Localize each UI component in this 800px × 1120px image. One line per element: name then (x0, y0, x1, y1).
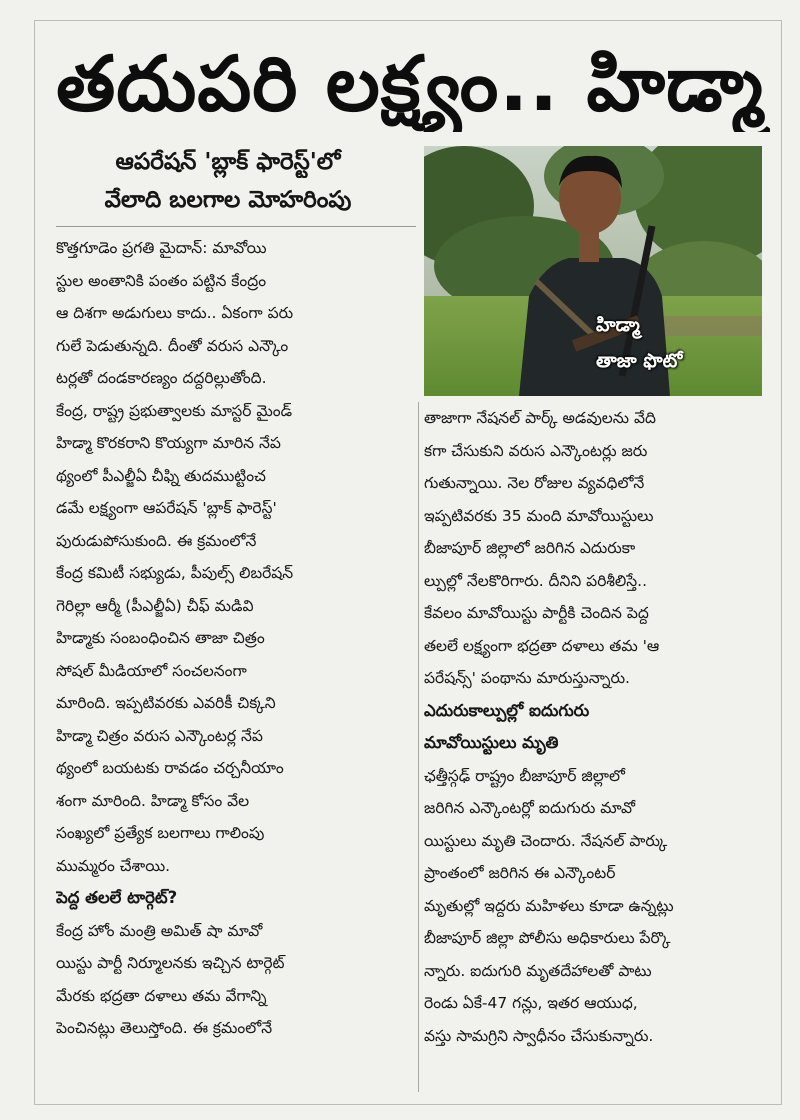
text-line: కేంద్ర, రాష్ట్ర ప్రభుత్వాలకు మాస్టర్ మైండ్ (56, 401, 293, 420)
right-subheading-line-2: మావోయిస్టులు మృతి (424, 733, 559, 752)
text-line: హిడ్మాకు సంబంధించిన తాజా చిత్రం (56, 629, 265, 647)
hidma-photo (424, 146, 762, 396)
subheadline-rule (56, 226, 416, 227)
text-line: కేంద్ర కమిటీ సభ్యుడు, పీపుల్స్ లిబరేషన్ (56, 564, 294, 582)
text-line: స్టుల అంతానికి పంతం పట్టిన కేంద్రం (56, 271, 267, 290)
text-line: యిస్టులు మృతి చెందారు. నేషనల్ పార్కు (424, 831, 668, 850)
column-divider (418, 402, 419, 1092)
text-line: హిడ్మా కొరకరాని కొయ్యగా మారిన నేప (56, 434, 281, 452)
photo-caption-fresh: తాజా ఫొటో (596, 350, 683, 372)
photo-caption-name: హిడ్మా (596, 314, 640, 336)
text-line: పురుడుపోసుకుంది. ఈ క్రమంలోనే (56, 531, 257, 550)
subheadline-line-1: ఆపరేషన్ 'బ్లాక్ ఫారెస్ట్'లో (115, 149, 341, 175)
text-line: థ్యంలో బయటకు రావడం చర్చనీయాం (56, 759, 284, 777)
text-line: పరేషన్స్' పంథాను మారుస్తున్నారు. (424, 669, 630, 687)
text-line: గెరిల్లా ఆర్మీ (పీఎల్జీఏ) చీఫ్ మడివి (56, 596, 254, 615)
text-line: జరిగిన ఎన్కౌంటర్లో ఐదుగురు మావో (424, 799, 636, 817)
text-line: ల్పుల్లో నేలకొరిగారు. దీనిని పరిశీలిస్తే.. (424, 571, 648, 590)
right-column (424, 402, 764, 1052)
text-line: వస్తు సామగ్రిని స్వాధీనం చేసుకున్నారు. (424, 1026, 654, 1045)
text-line: థ్యంలో పీఎల్జీఏ చీఫ్ని తుదముట్టించ (56, 466, 266, 485)
text-line: కొత్తగూడెం ప్రగతి మైదాన్: మావోయి (56, 239, 267, 257)
text-line: యిస్టు పార్టీ నిర్మూలనకు ఇచ్చిన టార్గెట్ (56, 954, 285, 972)
text-line: మేరకు భద్రతా దళాలు తమ వేగాన్ని (56, 986, 267, 1005)
text-line: ఇప్పటివరకు 35 మంది మావోయిస్టులు (424, 506, 654, 525)
text-line: మారింది. ఇప్పటివరకు ఎవరికీ చిక్కని (56, 694, 276, 712)
left-subheading: పెద్ద తలలే టార్గెట్? (56, 888, 178, 907)
text-line: పెంచినట్లు తెలుస్తోంది. ఈ క్రమంలోనే (56, 1019, 273, 1037)
subheadline-line-2: వేలాది బలగాల మోహరింపు (104, 187, 352, 213)
text-line: ముమ్మరం చేశాయి. (56, 856, 171, 875)
text-line: కగా చేసుకుని వరుస ఎన్కౌంటర్లు జరు (424, 441, 648, 460)
text-line: సోషల్ మీడియాలో సంచలనంగా (56, 661, 247, 680)
photo-image (424, 146, 762, 396)
text-line: ప్రాంతంలో జరిగిన ఈ ఎన్కౌంటర్ (424, 864, 616, 882)
text-line: కేంద్ర హోం మంత్రి అమిత్ షా మావో (56, 921, 263, 940)
text-line: ఛత్తీస్గఢ్ రాష్ట్రం బీజాపూర్ జిల్లాలో (424, 766, 625, 785)
text-line: బీజాపూర్ జిల్లా పోలీసు అధికారులు పేర్కొ (424, 929, 671, 947)
text-line: సంఖ్యలో ప్రత్యేక బలగాలు గాలింపు (56, 824, 265, 842)
text-line: టర్లతో దండకారణ్యం దద్దరిల్లుతోంది. (56, 369, 267, 387)
text-line: న్నారు. ఐదుగురి మృతదేహాలతో పాటు (424, 961, 652, 980)
text-line: బీజాపూర్ జిల్లాలో జరిగిన ఎదురుకా (424, 539, 636, 557)
text-line: గుతున్నాయి. నెల రోజుల వ్యవధిలోనే (424, 474, 645, 492)
text-line: రెండు ఏకే-47 గన్లు, ఇతర ఆయుధ, (424, 994, 638, 1012)
text-line: తలలే లక్ష్యంగా భద్రతా దళాలు తమ 'ఆ (424, 636, 660, 655)
text-line: కేవలం మావోయిస్టు పార్టీకి చెందిన పెద్ద (424, 604, 649, 622)
text-line: హిడ్మా చిత్రం వరుస ఎన్కౌంటర్ల నేప (56, 726, 263, 745)
headline: తదుపరి లక్ష్యం.. హిడ్మా (56, 39, 764, 128)
text-line: శంగా మారింది. హిడ్మా కోసం వేల (56, 791, 250, 810)
left-column (56, 232, 416, 1045)
right-subheading-line-1: ఎదురుకాల్పుల్లో ఐదుగురు (424, 700, 590, 720)
text-line: మృతుల్లో ఇద్దరు మహిళలు కూడా ఉన్నట్లు (424, 896, 674, 915)
text-line: గులే పెడుతున్నది. దీంతో వరుస ఎన్కౌం (56, 336, 289, 355)
text-line: తాజాగా నేషనల్ పార్క్ అడవులను వేది (424, 409, 656, 427)
text-line: డమే లక్ష్యంగా ఆపరేషన్ 'బ్లాక్ ఫారెస్ట్' (56, 499, 277, 517)
text-line: ఆ దిశగా అడుగులు కాదు.. ఏకంగా పరు (56, 304, 294, 322)
